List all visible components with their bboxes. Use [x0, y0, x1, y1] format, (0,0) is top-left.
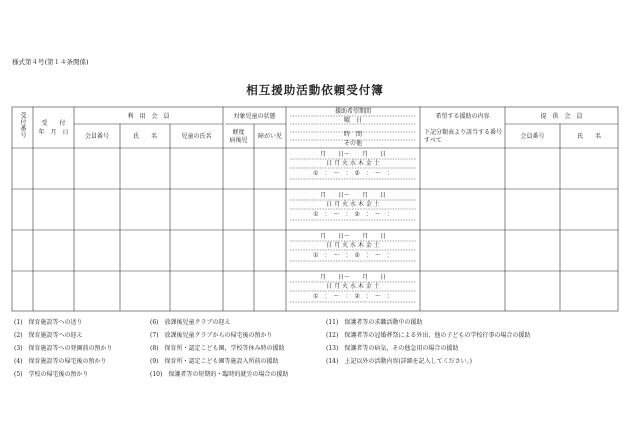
note-item: (10) 保護者等の短期的・臨時的就労の場合の援助	[150, 371, 289, 378]
note-item: (14) 上記以外の活動内容(詳細を記入してください。)	[326, 358, 472, 365]
header-name: 氏 名	[132, 133, 157, 140]
note-item: (1) 保育施設等への送り	[14, 319, 83, 326]
header-member-no: 会員番号	[84, 133, 109, 140]
row3-date-line: 月 日～ 月 日	[319, 233, 386, 240]
note-item: (5) 学校の帰宅後の預かり	[14, 371, 89, 378]
header-user-group: 利 用 会 員	[127, 113, 170, 120]
header-child-status: 対象児童の状態	[233, 113, 276, 120]
row1-time-line: ① ： ～ ： ② ： ～ ：	[313, 170, 393, 177]
header-receipt-label: 受 付	[41, 120, 66, 127]
header-time: 時 間	[343, 131, 362, 138]
header-period: 援助希望期間	[334, 108, 371, 115]
row4-weekday-line: 日 月 火 水 木 金 土	[326, 283, 380, 290]
form-number: 様式第４号(第１４条関係)	[12, 58, 89, 66]
row4-date-line: 月 日～ 月 日	[319, 274, 386, 281]
header-weekday: 曜 日	[343, 117, 362, 124]
header-mild-illness-2: 病後児	[229, 137, 248, 144]
row2-time-line: ① ： ～ ： ② ： ～ ：	[313, 211, 393, 218]
header-other: その他	[343, 140, 362, 147]
header-provider-name: 氏 名	[576, 133, 601, 140]
header-desired-content: 希望する援助の内容	[435, 113, 490, 120]
note-item: (9) 保育所・認定こども園等施設入所前の援助	[150, 358, 279, 365]
header-child-name: 児童の氏名	[181, 133, 212, 140]
note-item: (11) 保護者等の求職活動中の援助	[326, 319, 423, 326]
row2-date-line: 月 日～ 月 日	[319, 192, 386, 199]
header-mild-illness: 軽度	[232, 129, 245, 136]
row2-weekday-line: 日 月 火 水 木 金 土	[326, 201, 380, 208]
note-item: (13) 保護者等の病気，その他急用の場合の援助	[326, 345, 459, 352]
header-disabled-child: 障がい児	[257, 133, 282, 140]
row3-weekday-line: 日 月 火 水 木 金 土	[326, 242, 380, 249]
header-provider-member-no: 会員番号	[520, 133, 545, 140]
note-item: (6) 放課後児童クラブの迎え	[150, 319, 231, 326]
note-item: (12) 保護者等の冠婚葬祭による外出，他の子どもの学校行事の場合の援助	[326, 332, 531, 339]
header-receipt-number: 受付番号	[19, 112, 26, 138]
header-desired-content-note: 下記分類表より該当する番号すべて	[424, 129, 503, 144]
row1-weekday-line: 日 月 火 水 木 金 土	[326, 160, 380, 167]
page-title: 相互援助活動依頼受付簿	[246, 83, 384, 97]
row4-time-line: ① ： ～ ： ② ： ～ ：	[313, 293, 393, 300]
note-item: (2) 保育施設等への迎え	[14, 332, 83, 339]
header-provider-group: 提 供 会 員	[540, 113, 583, 120]
note-item: (3) 保育施設等への登園前の預かり	[14, 345, 113, 352]
row1-date-line: 月 日～ 月 日	[319, 151, 386, 158]
note-item: (4) 保育施設等の帰宅後の預かり	[14, 358, 107, 365]
note-item: (8) 保育所・認定こども園，学校等休み時の援助	[150, 345, 285, 352]
note-item: (7) 放課後児童クラブからの帰宅後の預かり	[150, 332, 273, 339]
row3-time-line: ① ： ～ ： ② ： ～ ：	[313, 252, 393, 259]
header-receipt-date: 年 月 日	[38, 129, 69, 136]
